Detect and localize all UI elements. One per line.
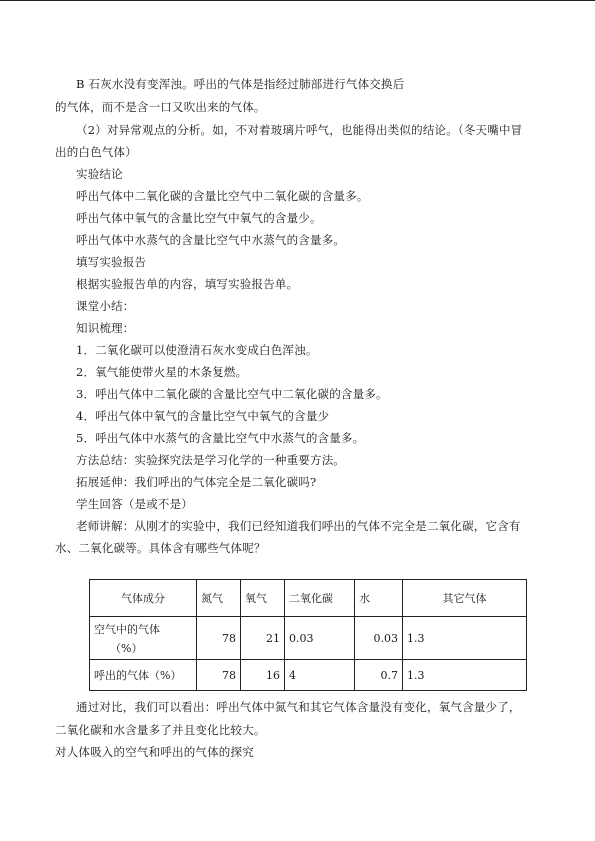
section-heading-report: 填写实验报告 bbox=[76, 255, 147, 269]
cell-air-water: 0.03 bbox=[355, 617, 403, 660]
student-answer: 学生回答（是或不是） bbox=[76, 497, 193, 511]
cell-exhaled-oxygen: 16 bbox=[241, 660, 285, 691]
closing-title: 对人体吸入的空气和呼出的气体的探究 bbox=[55, 745, 254, 759]
extension-question: 拓展延伸：我们呼出的气体完全是二氧化碳吗? bbox=[76, 475, 317, 489]
paragraph-line-2: 的气体，而不是含一口又吹出来的气体。 bbox=[55, 100, 266, 114]
section-heading-knowledge: 知识梳理： bbox=[76, 321, 135, 335]
cell-exhaled-water: 0.7 bbox=[355, 660, 403, 691]
cell-air-oxygen: 21 bbox=[241, 617, 285, 660]
knowledge-item-1: 1．二氧化碳可以使澄清石灰水变成白色浑浊。 bbox=[76, 343, 318, 357]
table-header-row bbox=[90, 580, 527, 617]
conclusion-line-1: 呼出气体中二氧化碳的含量比空气中二氧化碳的含量多。 bbox=[76, 189, 369, 203]
header-gas-component: 气体成分 bbox=[90, 580, 197, 617]
section-heading-conclusion: 实验结论 bbox=[76, 167, 123, 181]
gas-composition-table bbox=[89, 579, 527, 691]
row-label-air-text: 空气中的气体 bbox=[94, 622, 160, 636]
section-heading-summary: 课堂小结： bbox=[76, 299, 135, 313]
comparison-line-1: 通过对比，我们可以看出：呼出气体中氮气和其它气体含量没有变化，氧气含量少了， bbox=[76, 700, 521, 714]
row-label-air bbox=[90, 617, 197, 660]
header-nitrogen: 氮气 bbox=[197, 580, 241, 617]
comparison-line-2: 二氧化碳和水含量多了并且变化比较大。 bbox=[55, 723, 266, 737]
knowledge-item-2: 2．氧气能使带火星的木条复燃。 bbox=[76, 365, 248, 379]
row-label-exhaled: 呼出的气体（%） bbox=[90, 660, 197, 691]
paragraph-line-1: B 石灰水没有变浑浊。呼出的气体是指经过肺部进行气体交换后 bbox=[76, 77, 405, 91]
conclusion-line-3: 呼出气体中水蒸气的含量比空气中水蒸气的含量多。 bbox=[76, 233, 346, 247]
report-instruction: 根据实验报告单的内容，填写实验报告单。 bbox=[76, 277, 299, 291]
row-label-air-unit: （%） bbox=[110, 641, 143, 655]
teacher-explanation-line-2: 水、二氧化碳等。具体含有哪些气体呢？ bbox=[55, 541, 266, 555]
paragraph-line-4: 出的白色气体） bbox=[55, 145, 137, 159]
cell-air-other: 1.3 bbox=[403, 617, 527, 660]
table-row bbox=[90, 660, 527, 691]
conclusion-line-2: 呼出气体中氧气的含量比空气中氧气的含量少。 bbox=[76, 211, 322, 225]
header-oxygen: 氧气 bbox=[241, 580, 285, 617]
cell-exhaled-carbon-dioxide: 4 bbox=[285, 660, 355, 691]
knowledge-item-4: 4．呼出气体中氧气的含量比空气中氧气的含量少 bbox=[76, 409, 330, 423]
cell-exhaled-other: 1.3 bbox=[403, 660, 527, 691]
knowledge-item-5: 5．呼出气体中水蒸气的含量比空气中水蒸气的含量多。 bbox=[76, 431, 365, 445]
cell-air-carbon-dioxide: 0.03 bbox=[285, 617, 355, 660]
cell-air-nitrogen: 78 bbox=[197, 617, 241, 660]
header-other-gases: 其它气体 bbox=[403, 580, 527, 617]
method-summary: 方法总结：实验探究法是学习化学的一种重要方法。 bbox=[76, 453, 346, 467]
table-row bbox=[90, 617, 527, 660]
knowledge-item-3: 3．呼出气体中二氧化碳的含量比空气中二氧化碳的含量多。 bbox=[76, 387, 388, 401]
header-carbon-dioxide: 二氧化碳 bbox=[285, 580, 355, 617]
cell-exhaled-nitrogen: 78 bbox=[197, 660, 241, 691]
page-top-rule bbox=[0, 0, 595, 1]
teacher-explanation-line-1: 老师讲解：从刚才的实验中，我们已经知道我们呼出的气体不完全是二氧化碳，它含有 bbox=[76, 519, 521, 533]
header-water: 水 bbox=[355, 580, 403, 617]
paragraph-line-3: （2）对异常观点的分析。如，不对着玻璃片呼气，也能得出类似的结论。（冬天嘴中冒 bbox=[76, 123, 523, 137]
